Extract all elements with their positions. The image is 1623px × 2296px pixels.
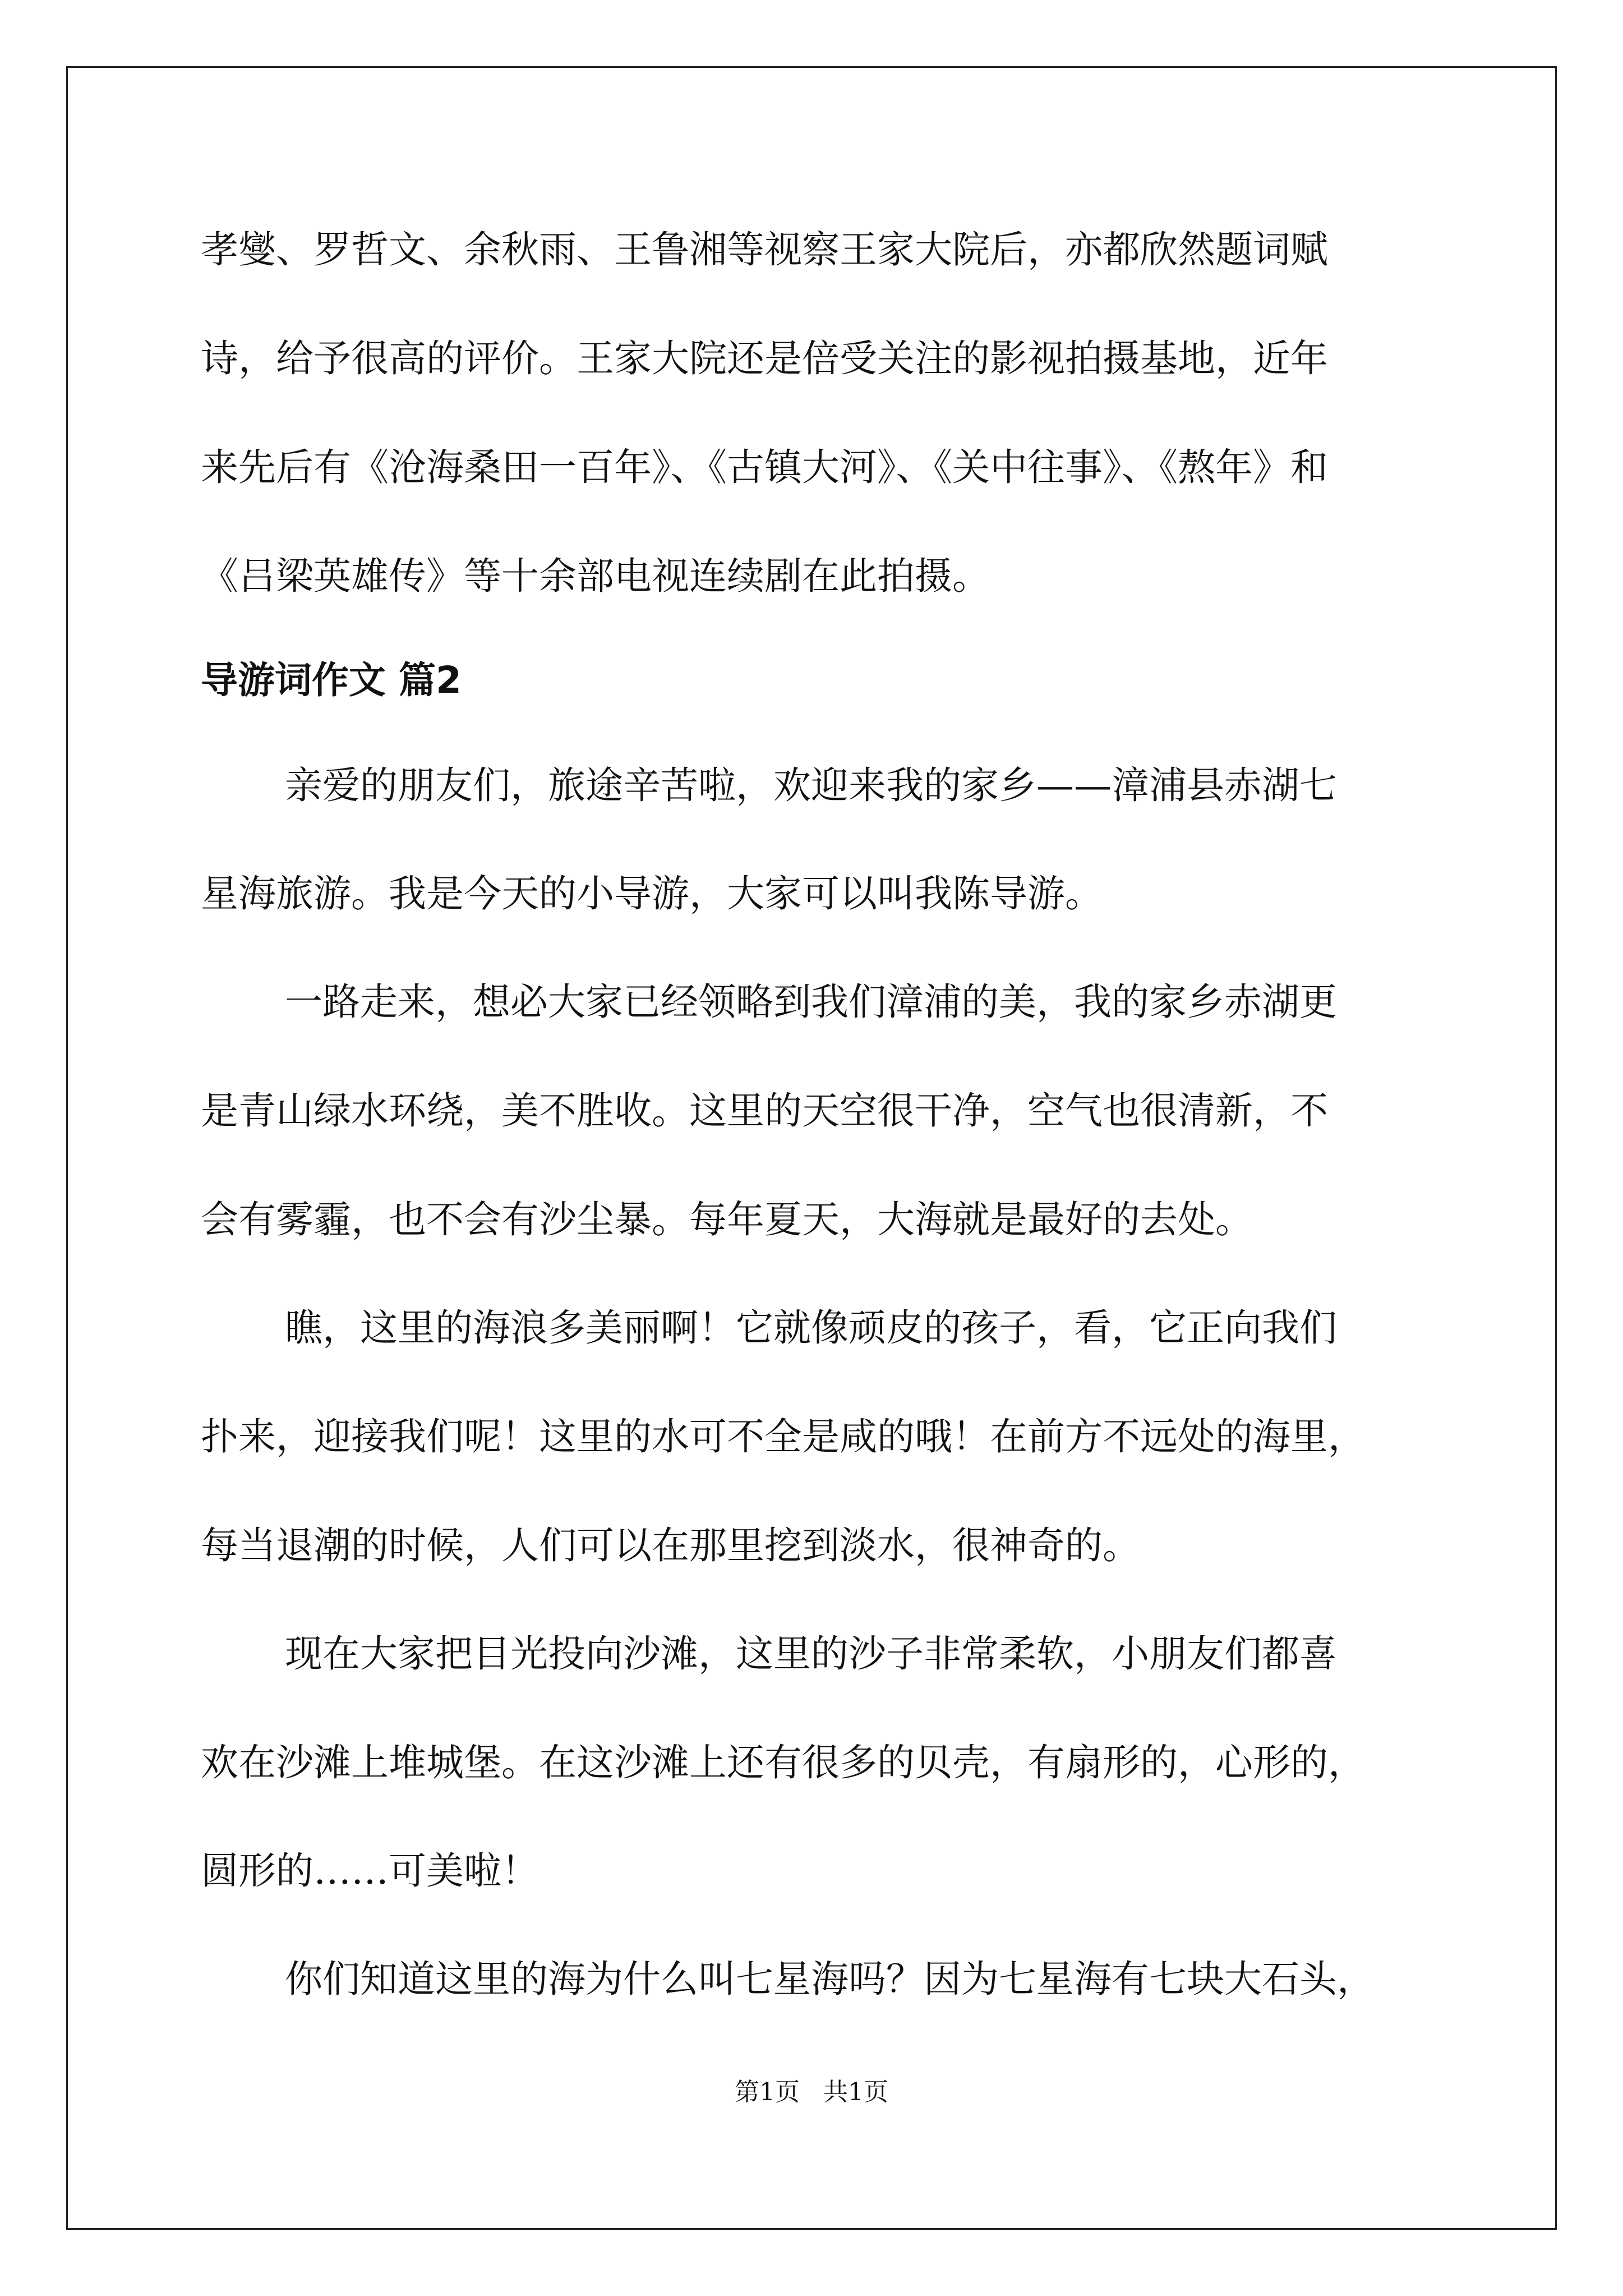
paragraph-4-line-1: 现在大家把目光投向沙滩，这里的沙子非常柔软，小朋友们都喜 [285,1632,1337,1676]
paragraph-4-line-2: 欢在沙滩上堆城堡。在这沙滩上还有很多的贝壳，有扇形的，心形的， [201,1741,1366,1784]
paragraph-3-line-1: 瞧，这里的海浪多美丽啊！它就像顽皮的孩子，看，它正向我们 [285,1306,1337,1350]
paragraph-3-line-2: 扑来，迎接我们呢！这里的水可不全是咸的哦！在前方不远处的海里， [201,1415,1366,1458]
continuation-line-2: 诗，给予很高的评价。王家大院还是倍受关注的影视拍摄基地，近年 [201,337,1328,380]
paragraph-4-line-3: 圆形的……可美啦！ [201,1849,539,1893]
paragraph-2-line-2: 是青山绿水环绕，美不胜收。这里的天空很干净，空气也很清新，不 [201,1089,1328,1133]
page-border [66,66,1557,2230]
paragraph-2-line-3: 会有雾霾，也不会有沙尘暴。每年夏天，大海就是最好的去处。 [201,1198,1253,1241]
continuation-line-4: 《吕梁英雄传》等十余部电视连续剧在此拍摄。 [201,554,990,598]
continuation-line-1: 孝燮、罗哲文、余秋雨、王鲁湘等视察王家大院后，亦都欣然题词赋 [201,228,1328,272]
paragraph-5-line-1: 你们知道这里的海为什么叫七星海吗？因为七星海有七块大石头， [285,1957,1375,2001]
page-footer: 第1页 共1页 [735,2078,888,2106]
section-heading: 导游词作文 篇2 [201,659,462,702]
paragraph-1-line-1: 亲爱的朋友们，旅途辛苦啦，欢迎来我的家乡——漳浦县赤湖七 [285,763,1337,807]
paragraph-2-line-1: 一路走来，想必大家已经领略到我们漳浦的美，我的家乡赤湖更 [285,980,1337,1024]
paragraph-1-line-2: 星海旅游。我是今天的小导游，大家可以叫我陈导游。 [201,872,1103,915]
continuation-line-3: 来先后有《沧海桑田一百年》、《古镇大河》、《关中往事》、《熬年》和 [201,445,1328,489]
paragraph-3-line-3: 每当退潮的时候，人们可以在那里挖到淡水，很神奇的。 [201,1524,1140,1567]
